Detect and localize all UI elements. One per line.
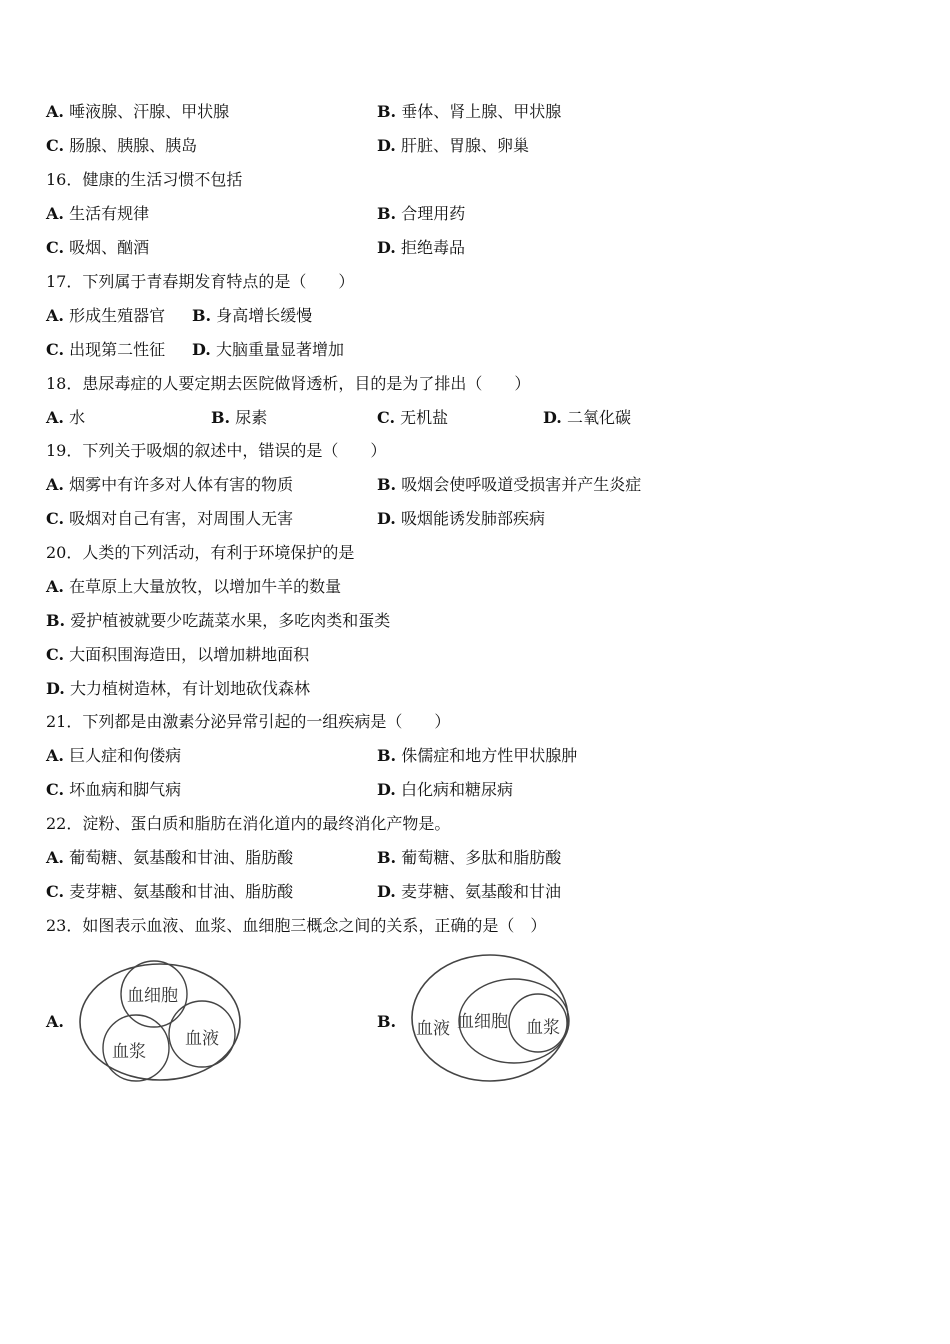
option-text: 葡萄糖、多肽和脂肪酸 xyxy=(401,848,562,867)
option-letter: C. xyxy=(46,509,65,528)
option-b-letter xyxy=(377,1010,396,1034)
option-letter: D. xyxy=(46,679,65,698)
option-a xyxy=(46,100,229,124)
option-b xyxy=(211,406,267,430)
option-a xyxy=(46,575,341,599)
option-text: 爱护植被就要少吃蔬菜水果，多吃肉类和蛋类 xyxy=(70,611,391,630)
option-c xyxy=(46,507,293,531)
option-a xyxy=(46,744,181,768)
option-letter: B. xyxy=(192,306,212,325)
option-letter: A. xyxy=(46,204,64,223)
option-text: 肠腺、胰腺、胰岛 xyxy=(69,136,198,155)
label-plasma: 血浆 xyxy=(526,1018,560,1038)
option-text: 出现第二性征 xyxy=(69,340,166,359)
option-letter: C. xyxy=(377,408,396,427)
option-text: 生活有规律 xyxy=(69,204,150,223)
option-letter: C. xyxy=(46,780,65,799)
option-text: 大脑重量显著增加 xyxy=(215,340,344,359)
option-letter: A. xyxy=(46,1012,64,1031)
option-a xyxy=(46,473,293,497)
question-16-stem: 16．健康的生活习惯不包括 xyxy=(46,170,243,189)
option-text: 侏儒症和地方性甲状腺肿 xyxy=(401,746,578,765)
option-b xyxy=(377,473,641,497)
venn-diagram-a xyxy=(78,960,244,1088)
venn-diagram-a-svg xyxy=(78,960,244,1084)
option-d xyxy=(192,338,344,362)
venn-diagram-b-svg xyxy=(410,952,574,1084)
option-b xyxy=(377,744,577,768)
option-text: 麦芽糖、氨基酸和甘油 xyxy=(400,882,561,901)
option-letter: D. xyxy=(377,780,396,799)
option-letter: C. xyxy=(46,645,65,664)
option-text: 无机盐 xyxy=(400,408,449,427)
question-22-stem: 22．淀粉、蛋白质和脂肪在消化道内的最终消化产物是。 xyxy=(46,814,451,833)
option-text: 形成生殖器官 xyxy=(69,306,166,325)
option-text: 麦芽糖、氨基酸和甘油、脂肪酸 xyxy=(69,882,294,901)
option-text: 坏血病和脚气病 xyxy=(69,780,182,799)
label-blood: 血液 xyxy=(416,1019,450,1039)
option-letter: B. xyxy=(46,611,66,630)
option-text: 在草原上大量放牧，以增加牛羊的数量 xyxy=(69,577,342,596)
option-d xyxy=(377,778,513,802)
option-c xyxy=(377,406,448,430)
option-d xyxy=(377,880,561,904)
option-letter: B. xyxy=(377,204,397,223)
option-letter: C. xyxy=(46,340,65,359)
option-letter: C. xyxy=(46,238,65,257)
option-letter: D. xyxy=(543,408,562,427)
option-text: 吸烟、酗酒 xyxy=(69,238,150,257)
option-letter: A. xyxy=(46,408,64,427)
option-text: 大力植树造林，有计划地砍伐森林 xyxy=(69,679,310,698)
option-letter: B. xyxy=(211,408,231,427)
option-text: 吸烟会使呼吸道受损害并产生炎症 xyxy=(401,475,642,494)
option-letter: D. xyxy=(377,882,396,901)
option-text: 吸烟对自己有害，对周围人无害 xyxy=(69,509,294,528)
option-letter: B. xyxy=(377,746,397,765)
option-text: 二氧化碳 xyxy=(566,408,631,427)
option-a-letter xyxy=(46,1010,64,1034)
option-text: 合理用药 xyxy=(401,204,466,223)
option-c xyxy=(46,338,165,362)
question-21-stem: 21．下列都是由激素分泌异常引起的一组疾病是（ ） xyxy=(46,712,451,731)
option-a xyxy=(46,846,293,870)
option-letter: A. xyxy=(46,746,64,765)
outer-ellipse xyxy=(80,964,240,1080)
option-d xyxy=(377,134,529,158)
option-b xyxy=(46,609,390,633)
option-letter: A. xyxy=(46,475,64,494)
option-b xyxy=(377,202,465,226)
option-text: 拒绝毒品 xyxy=(400,238,465,257)
option-b xyxy=(377,100,561,124)
option-d xyxy=(377,507,545,531)
label-blood: 血液 xyxy=(185,1029,219,1049)
option-letter: B. xyxy=(377,848,397,867)
option-a xyxy=(46,304,165,328)
option-text: 吸烟能诱发肺部疾病 xyxy=(400,509,545,528)
option-text: 白化病和糖尿病 xyxy=(400,780,513,799)
question-17-stem: 17．下列属于青春期发育特点的是（ ） xyxy=(46,272,355,291)
option-c xyxy=(46,134,197,158)
option-letter: B. xyxy=(377,1012,397,1031)
option-b xyxy=(192,304,312,328)
option-letter: D. xyxy=(377,136,396,155)
option-letter: A. xyxy=(46,848,64,867)
option-letter: D. xyxy=(377,509,396,528)
question-20-stem: 20．人类的下列活动，有利于环境保护的是 xyxy=(46,543,355,562)
label-blood-cells: 血细胞 xyxy=(127,986,178,1006)
option-a xyxy=(46,202,149,226)
question-18-stem: 18．患尿毒症的人要定期去医院做肾透析，目的是为了排出（ ） xyxy=(46,374,531,393)
question-23-stem: 23．如图表示血液、血浆、血细胞三概念之间的关系，正确的是（ ） xyxy=(46,916,547,935)
option-c xyxy=(46,778,181,802)
option-text: 葡萄糖、氨基酸和甘油、脂肪酸 xyxy=(69,848,294,867)
option-b xyxy=(377,846,561,870)
option-d xyxy=(543,406,631,430)
option-text: 唾液腺、汗腺、甲状腺 xyxy=(69,102,230,121)
option-text: 巨人症和佝偻病 xyxy=(69,746,182,765)
option-c xyxy=(46,236,149,260)
option-d xyxy=(377,236,465,260)
option-text: 尿素 xyxy=(235,408,268,427)
option-text: 垂体、肾上腺、甲状腺 xyxy=(401,102,562,121)
option-text: 大面积围海造田，以增加耕地面积 xyxy=(69,645,310,664)
option-a xyxy=(46,406,85,430)
option-text: 烟雾中有许多对人体有害的物质 xyxy=(69,475,294,494)
option-text: 身高增长缓慢 xyxy=(216,306,313,325)
option-text: 肝脏、胃腺、卵巢 xyxy=(400,136,529,155)
label-plasma: 血浆 xyxy=(112,1042,146,1062)
option-c xyxy=(46,880,293,904)
option-letter: B. xyxy=(377,102,397,121)
option-letter: D. xyxy=(377,238,396,257)
question-19-stem: 19．下列关于吸烟的叙述中，错误的是（ ） xyxy=(46,441,387,460)
label-blood-cells: 血细胞 xyxy=(457,1012,508,1032)
venn-diagram-b xyxy=(410,952,574,1088)
option-letter: A. xyxy=(46,577,64,596)
option-c xyxy=(46,643,309,667)
option-letter: D. xyxy=(192,340,211,359)
option-letter: C. xyxy=(46,882,65,901)
option-letter: B. xyxy=(377,475,397,494)
option-letter: A. xyxy=(46,102,64,121)
option-text: 水 xyxy=(69,408,86,427)
option-letter: A. xyxy=(46,306,64,325)
option-letter: C. xyxy=(46,136,65,155)
option-d xyxy=(46,677,310,701)
